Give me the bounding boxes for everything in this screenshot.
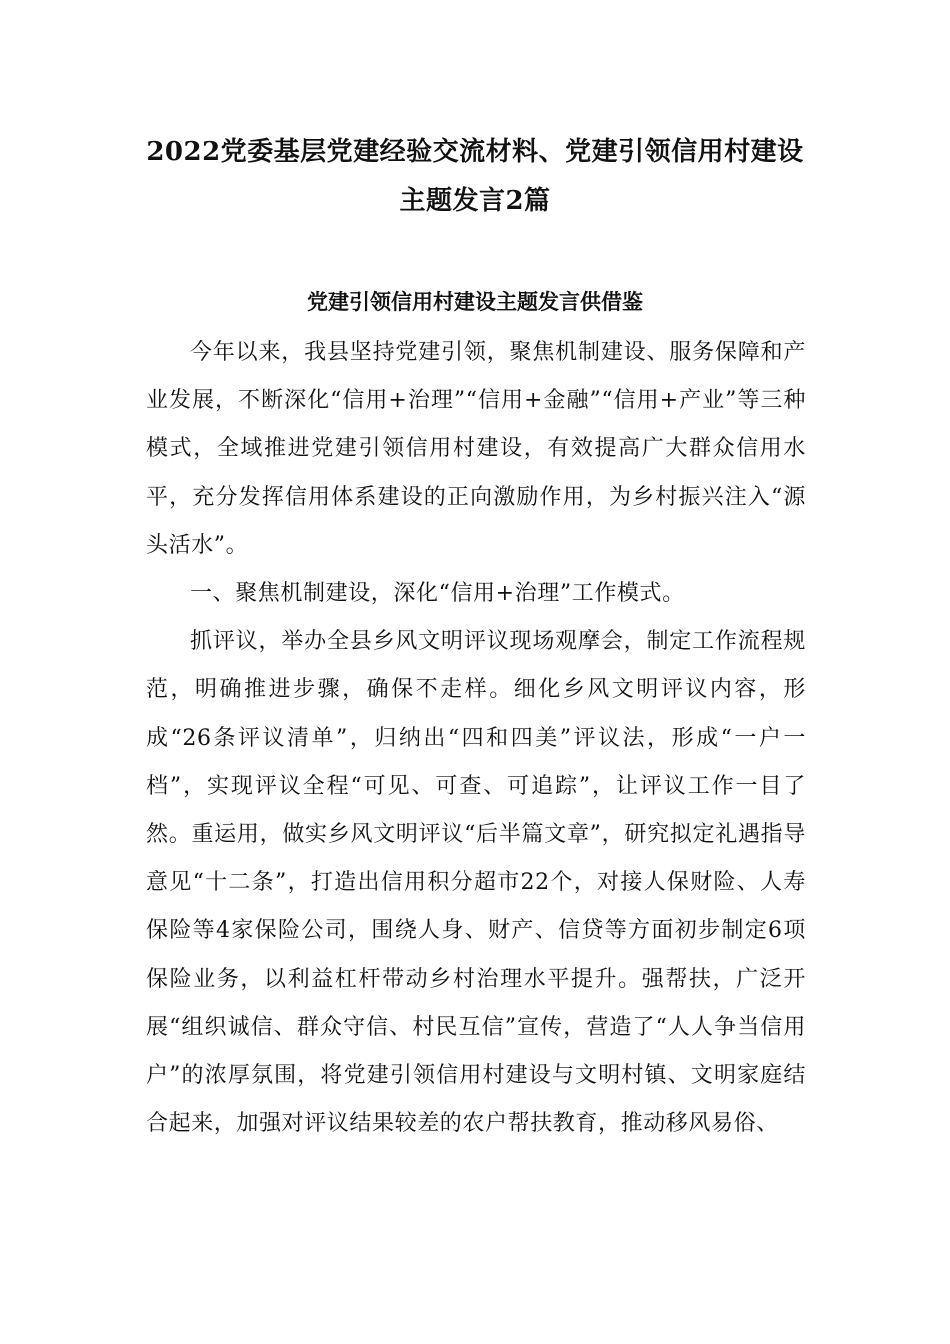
section-title: 党建引领信用村建设主题发言供借鉴 [307, 289, 643, 314]
document-title: 2022党委基层党建经验交流材料、党建引领信用村建设主题发言2篇 [146, 137, 804, 216]
paragraph-heading-one: 一、聚焦机制建设，深化“信用+治理”工作模式。 [190, 581, 685, 607]
document-body [146, 329, 806, 1148]
paragraph-evaluation: 抓评议，举办全县乡风文明评议现场观摩会，制定工作流程规范，明确推进步骤，确保不走样。细化乡风文明评议内容，形成“26条评议清单”，归纳出“四和四美”评议法，形成“一户一档”，实现评议全程“可见、可查、可追踪”，让评议工作一目了然。重运用，做实乡风文明评议“后半篇文章”，研究拟定礼遇指导意见“十二条”，打造出信用积分超市22个，对接人保财险、人寿保险等4家保险公司，围绕人身、财产、信贷等方面初步制定6项保险业务，以利益杠杆带动乡村治理水平提升。强帮扶，广泛开展“组织诚信、群众守信、村民互信”宣传，营造了“人人争当信用户”的浓厚氛围，将党建引领信用村建设与文明村镇、文明家庭结合起来，加强对评议结果较差的农户帮扶教育，推动移风易俗、 [146, 629, 806, 1137]
paragraph-intro: 今年以来，我县坚持党建引领，聚焦机制建设、服务保障和产业发展，不断深化“信用+治理”“信用+金融”“信用+产业”等三种模式，全域推进党建引领信用村建设，有效提高广大群众信用水平，充分发挥信用体系建设的正向激励作用，为乡村振兴注入“源头活水”。 [146, 340, 806, 558]
